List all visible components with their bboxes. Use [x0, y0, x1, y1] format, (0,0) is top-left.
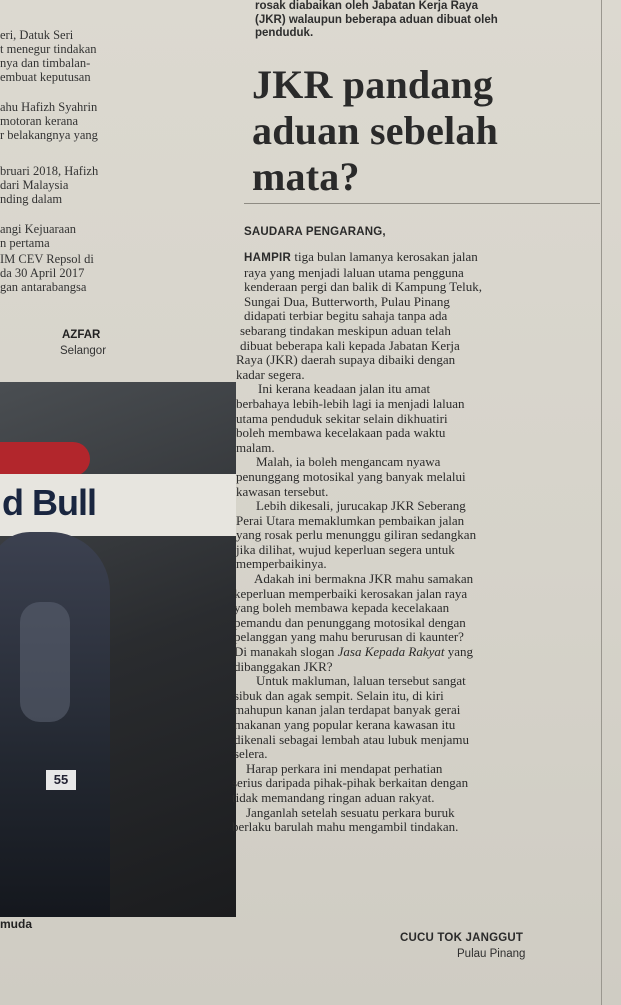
body-line: dikenali sebagai lembah atau lubuk menjamu: [234, 731, 470, 747]
left-text-line: nding dalam: [0, 192, 63, 206]
body-line: berbahaya lebih-lebih lagi ia menjadi laluan: [236, 395, 465, 411]
body-line: yang boleh membawa kepada kecelakaan: [234, 600, 450, 616]
left-text-line: bruari 2018, Hafizh: [0, 164, 99, 178]
left-text-line: ahu Hafizh Syahrin: [0, 100, 98, 114]
lead-keyword: HAMPIR: [244, 252, 292, 264]
body-line: tidak memandang ringan aduan rakyat.: [232, 789, 435, 805]
rider-figure: [0, 532, 110, 917]
body-line: kenderaan pergi dan balik di Kampung Teluk,: [244, 279, 482, 295]
left-text-line: IM CEV Repsol di: [0, 252, 94, 266]
body-line: selera.: [234, 746, 268, 762]
left-text-line: nya dan timbalan-: [0, 56, 91, 70]
body-line: [232, 645, 592, 660]
body-line: Lebih dikesali, jurucakap JKR Seberang: [256, 498, 466, 514]
body-line: malam.: [236, 439, 275, 455]
letter-location: Pulau Pinang: [457, 948, 526, 960]
left-text-line: motoran kerana: [0, 114, 79, 128]
red-bull-logo: [0, 442, 90, 476]
left-text-line: n pertama: [0, 236, 50, 250]
motorcycle-racer-photo: [0, 382, 236, 917]
body-line: berlaku barulah mahu mengambil tindakan.: [232, 819, 459, 835]
body-line: jika dilihat, wujud keperluan segera untuk: [236, 541, 455, 557]
headline: [252, 62, 592, 200]
left-text-line: da 30 April 2017: [0, 266, 85, 280]
body-line: pemandu dan penunggang motosikal dengan: [234, 614, 466, 630]
headline-line: mata?: [252, 154, 360, 199]
body-line: makanan yang popular kerana kawasan itu: [234, 717, 456, 732]
body-line: raya yang menjadi laluan utama pengguna: [244, 264, 464, 280]
left-text-line: r belakangnya yang: [0, 128, 98, 142]
intro-line: penduduk.: [255, 27, 314, 39]
article-intro: [255, 0, 585, 41]
body-line: dibuat beberapa kali kepada Jabatan Kerja: [240, 337, 460, 353]
left-text-line: t menegur tindakan: [0, 42, 97, 56]
body-line: memperbaikinya.: [236, 556, 327, 572]
photo-caption: muda: [0, 917, 33, 931]
intro-line: (JKR) walaupun beberapa aduan dibuat oleh: [255, 13, 498, 26]
slogan-text: Jasa Kepada Rakyat: [337, 644, 445, 660]
body-line: serius daripada pihak-pihak berkaitan dengan: [232, 775, 469, 791]
body-line: sebarang tindakan meskipun aduan telah: [240, 322, 451, 338]
body-line: kawasan tersebut.: [236, 483, 329, 499]
column-divider: [601, 0, 602, 1005]
left-text-line: gan antarabangsa: [0, 280, 87, 294]
body-line: didapati terbiar begitu sahaja tanpa ada: [244, 308, 448, 324]
racing-number: 55: [46, 770, 76, 790]
body-line: sibuk dan agak sempit. Selain itu, di kiri: [234, 687, 444, 703]
body-line: mahupun kanan jalan terdapat banyak gerai: [234, 702, 461, 718]
body-line: Ini kerana keadaan jalan itu amat: [258, 381, 431, 397]
left-text-line: dari Malaysia: [0, 178, 69, 192]
salutation: SAUDARA PENGARANG,: [244, 226, 386, 238]
headline-divider: [244, 203, 600, 204]
body-line: Perai Utara memaklumkan pembaikan jalan: [236, 512, 465, 528]
headline-line: aduan sebelah: [252, 108, 499, 153]
body-line: keperluan memperbaiki kerosakan jalan raya: [234, 585, 468, 601]
body-line: penunggang motosikal yang banyak melalui: [236, 468, 466, 484]
photo-sponsor-text: d Bull: [2, 482, 96, 523]
left-text-line: angi Kejuaraan: [0, 222, 77, 236]
body-line: yang rosak perlu menunggu giliran sedangkan: [236, 527, 477, 543]
intro-line: rosak diabaikan oleh Jabatan Kerja Raya: [255, 0, 479, 12]
left-text-line: embuat keputusan: [0, 70, 91, 84]
letter-body: [232, 250, 592, 835]
body-text: yang: [444, 644, 474, 660]
letter-signature: CUCU TOK JANGGUT: [400, 932, 524, 944]
headline-line: JKR pandang: [252, 62, 494, 107]
body-line: Untuk makluman, laluan tersebut sangat: [256, 673, 466, 689]
body-line: Raya (JKR) daerah supaya dibaiki dengan: [236, 352, 456, 368]
body-line: utama penduduk sekitar selain dikhuatiri: [236, 410, 448, 426]
body-line: Sungai Dua, Butterworth, Pulau Pinang: [244, 293, 450, 309]
left-location: Selangor: [60, 345, 107, 357]
body-line: Malah, ia boleh mengancam nyawa: [256, 454, 441, 470]
body-line: boleh membawa kecelakaan pada waktu: [236, 425, 446, 441]
body-text: Di manakah slogan: [234, 644, 338, 660]
body-line: Adakah ini bermakna JKR mahu samakan: [254, 571, 474, 587]
left-signature: AZFAR: [62, 329, 101, 341]
body-line: [232, 250, 592, 266]
body-line: pelanggan yang mahu berurusan di kaunter?: [234, 629, 464, 645]
body-line: Harap perkara ini mendapat perhatian: [246, 760, 443, 776]
body-line: dibanggakan JKR?: [234, 658, 333, 674]
left-text-line: eri, Datuk Seri: [0, 28, 74, 42]
body-line: kadar segera.: [236, 366, 305, 382]
body-line: Janganlah setelah sesuatu perkara buruk: [246, 804, 455, 820]
body-text: tiga bulan lamanya kerosakan jalan: [291, 249, 478, 264]
